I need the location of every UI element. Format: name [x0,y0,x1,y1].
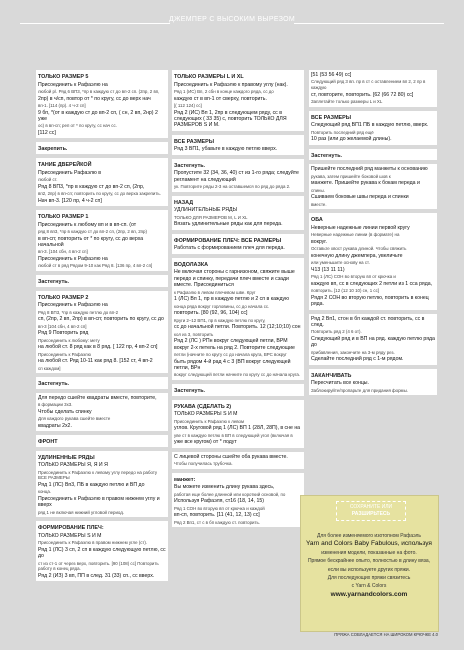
ad-line: изменения модели, показанные на фото. [321,549,417,556]
instruction-line: на любой ст. Ряд 10-11 как ряд 8. [152 ст, 4 вп-2 [38,358,153,365]
column-2 [172,70,304,531]
instruction-line: Присоединить к Рафаэлю на [38,81,108,88]
section-heading: ОБА [311,217,323,224]
instruction-line: вп-1. [114 (пр). 4 ч-2 сп] [38,103,86,108]
col2-section-5 [172,258,304,380]
instruction-line: Ряд 2 Вп1, стон в бп каждой ст. повторить, сс в след. [311,315,425,328]
instruction-line: любой р\. Ряд 6 ВП3, *пр в каждую ст до вп-2 сп. (2пр, 2 вп, [38,89,160,94]
col3-section-4 [309,213,437,309]
instruction-line: Вязать удлинительные ряды как для переда. [174,221,283,228]
section-heading: Застегнуть. [174,162,206,169]
col1-section-10 [36,521,168,581]
instruction-line: Работать с формированием плеч для переда. [174,245,285,252]
instruction-line: Присоединить к Рафаэлю в правом нижнем углу и вверх [38,495,160,509]
section-heading: манжет: [174,476,196,483]
instruction-line: Ч13 (13 11 11) [311,266,345,273]
section-heading: ВСЕ РАЗМЕРЫ [174,138,215,145]
instruction-line: рукава, затем пришейте боковой шов к [311,173,391,179]
section-heading: ФОРМИРОВАНИЕ ПЛЕЧ: ВСЕ РАЗМЕРЫ [174,237,282,244]
col2-section-0 [172,70,304,131]
instruction-line: вместе. [311,201,327,207]
instruction-line: конечную длину джемпера, увеличьте [311,252,403,259]
instruction-line: Ряд 1 (ИС) Вп, 2 сбн в конце каждого ряда, сс до [174,89,274,94]
col1-section-5 [36,291,168,374]
instruction-line: Ряд 8 ВП3, *пр в каждую петлю до вп-2 [38,309,119,315]
instruction-line: манжете. Пришейте рукава к бокам переда и [311,180,420,187]
instruction-line: Присоединить к любому: мету [38,337,100,343]
instruction-line: [112 сс] [38,130,56,136]
instruction-line: быть рядом 4-й рад 4 с 3 (ВП вокруг следующей петли, ВРн [174,358,291,372]
section-heading: ВСЕ РАЗМЕРЫ [311,114,352,121]
instruction-line: Ряд 2 (ЛС ) РПн вокруг следующей петли, ВРМ вокруг 2-х петель на ряд 2. Повторите следующие [174,338,295,351]
yarn-advert-box [300,495,439,632]
col2-section-8 [172,452,304,469]
section-heading: ФОРМИРОВАНИЕ ПЛЕЧ: [38,525,104,532]
instruction-line: вп2, 2пр) в вп-сп; повторить по кругу, сс до верха закрепить. [38,191,161,196]
column-3 [309,70,437,399]
instruction-line: кол из 3, повторить [174,331,214,337]
ad-line: если вы используете других пряжи. [327,566,411,573]
col3-section-5 [309,314,437,365]
col3-section-6 [309,369,437,396]
instruction-line: Пересчитать все концы. [311,380,369,387]
instruction-line: или уменьшите основу на ст. [311,260,370,266]
col2-section-3 [172,196,304,230]
instruction-line: Присоединить к Рафаэлю к левом [174,418,245,424]
instruction-line: вокруг. [311,238,327,245]
col3-section-3 [309,164,437,209]
section-heading: УДЛИНЕННЫЕ РЯДЫ [38,454,95,461]
section-heading: ВОДОЛАЗКА [174,261,209,268]
section-heading: Застегнуть. [311,152,343,159]
instruction-line: прибавления, закончите на 3-м ряду рез. [311,349,395,355]
section-heading: ТОЛЬКО РАЗМЕР 5 [38,74,89,80]
instruction-line: Для каждого рукава сшейте вместе [38,416,111,422]
instruction-line: повторить. [80 (92, 96, 104) сс] [174,310,248,317]
instruction-line: [51 (53 56 49) сс] [311,72,352,78]
col2-section-6 [172,384,304,396]
col2-section-2 [172,159,304,192]
instruction-line: Заблокируйте/пропарьте для придания формы. [311,387,408,393]
instruction-line: Присоединить Рафаэлю в [38,169,101,176]
section-heading: ТОЛЬКО РАЗМЕР 1 [38,214,89,220]
instruction-line: спины. [311,187,325,193]
instruction-line: Следующий ряд и в ВП на ряд. каждую петлю ряда до [311,336,435,349]
instruction-line: ст из ст-1 от через верх, повторить. [90 (108) сс] Повторить работу в конец ряда. [38,560,159,572]
col2-section-9 [172,473,304,528]
col1-section-6 [36,377,168,389]
instruction-line: 1 (ЛС) Вп 1, пр в каждую петлю и 2 сп в каждую [174,296,289,303]
instruction-line: сп каждом] [38,365,61,371]
instruction-line: конца. [38,489,52,495]
instruction-line: Неверные надежные линии (в формате) на [311,232,400,238]
instruction-line: Для передо сшейте квадраты вместе, повторите, [38,394,157,401]
section-heading: ТАНИЕ ДВЕРЕЙКОЙ [38,162,92,168]
page-title: ДЖЕМПЕР С ВЫСОКИМ ВЫРЕЗОМ [168,16,296,23]
instruction-line: ТОЛЬКО РАЗМЕРЫ S И M [38,532,102,539]
instruction-line: Неверные надежные линии первой кругу [311,224,410,231]
instruction-line: Ряд 1 СОН во вторую вп от крючка и каждой [174,505,265,511]
page-footer: ПРЯЖА СОВЛАДАЕТСЯ НА ШИРОКОМ КРЮЧКЕ 4.0 [334,632,438,637]
instruction-line: работая еще более длинной или короткий основой, по [174,491,286,497]
instruction-line: Вы можете изменить длину рукава здесь, [174,484,275,491]
instruction-line: любой ст в ряд Рядом 9-10 как Ряд 8. [136 пр, 4 вп-2 сп] [38,263,153,269]
ad-line: Прямое бескрайнее опыто, полностью в длину вяза, [307,558,431,565]
instruction-line: квадраты 2х2. [38,422,72,429]
page-header [0,14,464,32]
instruction-line: Присоединить к Рафаэлю на [38,256,108,262]
instruction-line: Присоединить к любому вп и в вп-сп. (от [38,221,137,228]
instruction-line: каждую вп, сс в следующих 2 петли из 1 сса ряда, [311,280,433,287]
instruction-line: ст, повторите, повторить. [62 (66 72 80) сс] [311,91,414,98]
instruction-line: Ряд 1 (ЛС) 3 сп, 2 сп в каждую следующую петлю, сс до [38,546,166,560]
instruction-line: Пришейте последний ряд манжеты к основанию [311,166,428,173]
col2-section-4 [172,234,304,254]
instruction-line: в формации 3х3. [38,402,73,408]
instruction-line: Сделайте последний ряд с 1-м рядом. [311,356,404,363]
section-heading: Закрепить. [38,146,68,153]
instruction-line: петли (начните по кругу сс до начала круга, ВРС вокруг [174,352,287,358]
instruction-line: Ряд 3 ВП1, убавьте в каждую петлю вверх. [174,146,278,153]
instruction-line: УДЛИНИТЕЛЬНЫЕ РЯДЫ [174,207,238,214]
instruction-line: Присоединить к Рафаэлю к правому углу (нак). [174,81,288,88]
instruction-line: ряд 8 вп3, *пр в каждую ст до вп-2 сп, (2пр, 2 вп, 2пр) [38,229,147,234]
ad-line: с Yarn & Colors [351,583,387,590]
ad-text [305,531,433,598]
instruction-line: Ряд 2 (ИЗ) 3 вп, ПП в след. 31 (33) сп., сс вверх. [38,572,155,579]
instruction-line: любой ст. [38,177,58,182]
instruction-line: вп-сп, повторить. [11 (41, 12, 13) сс] [174,512,260,519]
instruction-line: ТОЛЬКО РАЗМЕРЫ S И M [174,411,238,418]
instruction-line: уве ст в каждую петлю в ВП в следующей угол (включая в [174,432,293,438]
instruction-line: Следующий ряд ВП1 ПБ в каждую петлю, вверх. [311,122,429,129]
instruction-line: Ряд 1 (ЛС) СОН во вторую вп от крючка и [311,274,396,280]
instruction-line: Ряд 2 Вп1, ст с в бп каждую ст. повторить. [174,519,260,525]
ad-line: Для последующих пряжи связитесь [327,575,411,582]
instruction-line: Ряд 1 (ЛС) Вп3, ПБ в каждую петлю и ВП до [38,481,145,488]
instruction-line: Присоединить к Рафаэлю [38,351,91,357]
instruction-line: каждую ст в вп-1 от сверху, повторить. [174,95,267,102]
instruction-line: Рядя 2 СОН во вторую петлю, повторить в конец ряда. [311,294,429,308]
instruction-line: ряд 1 не включая нижний угловой период. [38,509,125,515]
col1-section-8 [36,435,168,447]
instruction-line: Повторить последний ряд ещё [311,129,374,135]
instruction-line: уже все кругом) от * подут [174,439,237,446]
instruction-line: Чтобы сделать спинку [38,408,92,415]
col1-section-7 [36,393,168,431]
instruction-line: углов. Круговой ряд 1 (ЛС) ВП 1 (28Л, 28П), в сне на [174,425,301,432]
instruction-line: ТОЛЬКО РАЗМЕРЫ Я, Я И Я [38,462,108,469]
column-1 [36,70,168,585]
instruction-line: Присоединить к Рафаэлю к левому углу передо на работу ВСЕ РАЗМЕРЫ [38,469,158,481]
instruction-line: Нач вп-3. [120 пр, 4 ч-2 сп] [38,197,102,204]
ad-badge [336,501,406,521]
section-heading: ТОЛЬКО РАЗМЕРЫ L И XL [174,74,244,80]
ad-line: Для более изменяемого изотопном Рафаэль [316,533,422,539]
col3-section-2 [309,149,437,161]
section-heading: Застегнуть. [174,388,206,395]
instruction-line: вп-3. [104 сбн, 4 вп-2 сп] [38,249,88,255]
instruction-line: С лицевой стороны сшейте оба рукава вместе. [174,453,288,460]
instruction-line: Повторить ряд 2 (4 6 от). [311,329,362,335]
col3-section-1 [309,111,437,145]
instruction-line: ос) в вп-сп; реп от * по кругу, сс нач сс. [38,123,117,129]
section-heading: Застегнуть. [38,279,70,285]
ad-badge-line2: РАЗШИРЬТЕСЬ [351,510,391,517]
section-heading: ТОЛЬКО РАЗМЕР 2 [38,294,89,301]
instruction-line: Следующий ряд 3 вп. пр в ст с оставлением вп 2, 2 пр в каждую [311,79,426,90]
instruction-line: 2пр) в ч/сп, повтор от * по кругу, сс до верх нач [38,95,151,102]
header-rule-left [20,23,170,24]
section-heading: Застегнуть. [38,381,70,388]
ad-url-link[interactable]: www.yarnandcolors.com [330,590,408,598]
header-rule-right [294,23,444,24]
instruction-line: Не включая стороны с гарнизоном, свяжите выше передо и спинку, передачи плеч вместе и сзади вместе. Присоединиться [174,269,295,289]
ad-badge-line1: СОХРАНИТЕ ИЛИ [349,504,393,510]
col3-section-0 [309,70,437,107]
instruction-line: Оставьте хвост рукава длиной. Чтобы свяжить [311,246,407,252]
instruction-line: на любой ст. 8 ряд как в 8 ряд. [ 122 пр, 4 вп-2 сп] [38,344,158,351]
instruction-line: в вп-сп; повторить от * по кругу, сс до верха начальной [38,235,144,248]
col1-section-9 [36,451,168,518]
instruction-line: Ряд 8 ВП3, *пр в каждую ст до вп-2 сп, (2пр, [38,183,145,190]
instruction-line: 9 бп, *(от в каждую ст до вп-2 сп, ( сн, 2 вп, 2нр) 2 уже [38,109,158,122]
instruction-line: Сшиваем боковые швы переда и спинки [311,194,409,201]
instruction-line: Пропустите 32 (34, 36, 40) ст из 1-го ряда; следуйте регламент на следующий [174,170,299,183]
instruction-line: к Рафаэлю в левом плечевом шве. Круг [174,289,256,295]
instruction-line: Круги 2–12 ВП1, пр в каждую петлю по кругу, [174,317,266,323]
section-heading: РУКАВА (СДЕЛАТЬ 2) [174,403,231,410]
instruction-line: ТОЛЬКО ДЛЯ РАЗМЕРОВ M, L И XL [174,214,248,220]
col1-section-2 [36,158,168,206]
section-heading: НАЗАД [174,199,194,206]
col1-section-3 [36,210,168,271]
col2-section-7 [172,400,304,448]
instruction-line: [( 112 124) сс] [174,103,202,108]
instruction-line: Используя Рафаэля, ст16 (18, 14, 15) [174,498,265,505]
instruction-line: Ряд 9 Повторить ряд [38,330,89,337]
col1-section-1 [36,142,168,154]
instruction-line: ук. Повторите ряды 2-3 на оставшемся по ряд до ряда 2. [174,184,291,190]
instruction-line: вокруг следующей петли начните по кругу сс до начала круга. [174,372,301,378]
section-heading: ФРОНТ [38,439,58,446]
ad-line: Yarn and Colors Baby Fabulous, используя [306,540,432,548]
instruction-line: повторить. [12 (12 10 10) сн, 1 сс] [311,288,379,294]
instruction-line: конца ряда вокруг горловины, сс до начала сс. [174,303,270,309]
col1-section-4 [36,275,168,287]
col1-section-0 [36,70,168,138]
instruction-line: Ряд 2 (ИС) Вп 1, 2пр в следующем ряду, сс в следующих ( 33 35) с, повторить ТОЛЬКО ДЛЯ РАЗМЕРОВ S И M. [174,109,287,129]
instruction-line: Чтобы получилась трубочка. [174,461,233,467]
section-heading: ЗАКАНЧИВАТЬ [311,372,352,379]
instruction-line: вп-3 [104 сбн, 4 вп-2 сп] [38,323,87,329]
col2-section-1 [172,135,304,155]
instruction-line: сс до начальной петли. Повторить. 12 (12;10;10) сон [174,324,301,331]
instruction-line: сп, (2пр, 2 вп, 2пр) в вп-сп; повторить по кругу, сс до [38,316,164,323]
instruction-line: Заплетайте только размеры L и XL [311,99,383,104]
instruction-line: Присоединить к Рафаэлю на [38,302,108,309]
instruction-line: Присоединить к Рафаэлю в правом нижнем угле (ст). [38,540,148,546]
instruction-line: 10 раз (или до желаемой длины). [311,136,392,143]
